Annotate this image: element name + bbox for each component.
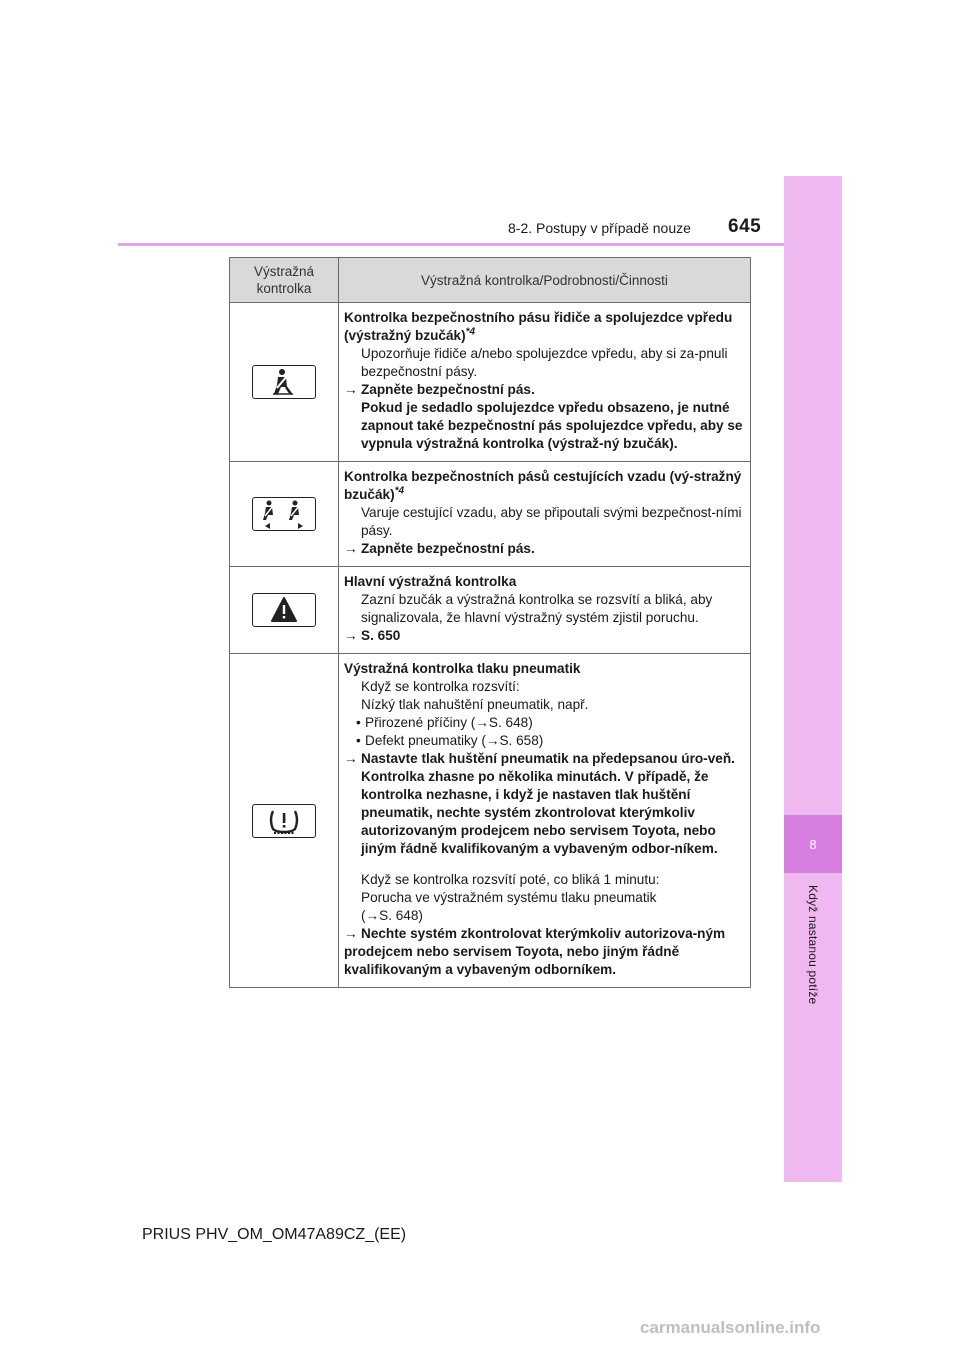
table-row	[230, 567, 751, 654]
action-line: → Zapněte bezpečnostní pás.	[344, 382, 535, 397]
icon-cell	[230, 303, 339, 462]
driver-passenger-seatbelt-icon	[252, 365, 316, 399]
light-description: Varuje cestující vzadu, aby se připoutali svými bezpečnost-ními pásy.	[361, 505, 742, 538]
table-row	[230, 654, 751, 988]
light-title: Kontrolka bezpečnostních pásů cestujících vzadu (vý-stražný bzučák)$^{*4}$	[344, 469, 742, 502]
master-warning-icon	[252, 593, 316, 627]
light-description: Zazní bzučák a výstražná kontrolka se rozsvítí a bliká, aby signalizovala, že hlavní výstražný systém zjistil poruchu.	[361, 592, 713, 625]
table-row	[230, 303, 751, 462]
when-on-text: Když se kontrolka rozsvítí:	[361, 679, 520, 694]
list-item: • Defekt pneumatiky (→S. 658)	[344, 732, 744, 750]
when-blink-text: Když se kontrolka rozsvítí poté, co bliká 1 minutu:	[361, 872, 660, 887]
chapter-number: 8	[809, 836, 817, 852]
column-header-light: Výstražná kontrolka	[230, 258, 339, 303]
light-title: Kontrolka bezpečnostního pásu řidiče a spolujezdce vpředu (výstražný bzučák)$^{*4}$	[344, 310, 733, 343]
action-detail: Pokud je sedadlo spolujezdce vpředu obsazeno, je nutné zapnout také bezpečnostní pás spolujezdce vpředu, aby se vypnula výstražná kontrolka (výstraž-ný bzučák).	[361, 400, 743, 451]
action-line: → S. 650	[344, 628, 401, 643]
chapter-title: Když nastanou potíže	[806, 885, 820, 1005]
light-title: Hlavní výstražná kontrolka	[344, 574, 517, 589]
list-item: • Přirozené příčiny (→S. 648)	[344, 714, 744, 732]
light-title: Výstražná kontrolka tlaku pneumatik	[344, 661, 581, 676]
fault-text: Porucha ve výstražném systému tlaku pneumatik	[361, 890, 657, 905]
document-code: PRIUS PHV_OM_OM47A89CZ_(EE)	[142, 1226, 407, 1243]
low-pressure-text: Nízký tlak nahuštění pneumatik, např.	[361, 697, 589, 712]
action-detail: Kontrolka zhasne po několika minutách. V případě, že kontrolka nezhasne, i když je nastaven tlak huštění pneumatik, nechte systém zkontrolovat kterýmkoliv autorizovaným prodejcem nebo servisem Toyota, nebo jiným řádně kvalifikovaným a vybaveným odbor-níkem.	[361, 769, 718, 856]
description-cell	[339, 567, 751, 654]
description-cell	[339, 654, 751, 988]
header-rule	[118, 243, 784, 246]
icon-cell	[230, 654, 339, 988]
table-header-row	[230, 258, 751, 303]
fault-reference: (→S. 648)	[361, 908, 423, 923]
section-title: 8-2. Postupy v případě nouze	[508, 220, 691, 236]
watermark: carmanualsonline.info	[640, 1318, 821, 1337]
light-description: Upozorňuje řidiče a/nebo spolujezdce vpředu, aby si za-pnuli bezpečnostní pásy.	[361, 346, 728, 379]
icon-cell	[230, 567, 339, 654]
page-number: 645	[728, 216, 762, 237]
chapter-number-tab	[784, 815, 842, 873]
action-line: → Nastavte tlak huštění pneumatik na předepsanou úro-veň.	[344, 751, 735, 766]
description-cell	[339, 303, 751, 462]
action-line: → Zapněte bezpečnostní pás.	[344, 541, 535, 556]
tire-pressure-warning-icon	[252, 804, 316, 838]
column-header-details: Výstražná kontrolka/Podrobnosti/Činnosti	[339, 258, 751, 303]
rear-passenger-seatbelt-icon	[252, 497, 316, 531]
icon-cell	[230, 462, 339, 567]
chapter-title-tab	[784, 885, 842, 1045]
description-cell	[339, 462, 751, 567]
table-row	[230, 462, 751, 567]
action-line-2: → Nechte systém zkontrolovat kterýmkoliv autorizova-ným prodejcem nebo servisem Toyota, nebo jiným řádně kvalifikovaným a vybaveným odborníkem.	[344, 926, 726, 977]
warning-lights-table	[229, 257, 751, 988]
